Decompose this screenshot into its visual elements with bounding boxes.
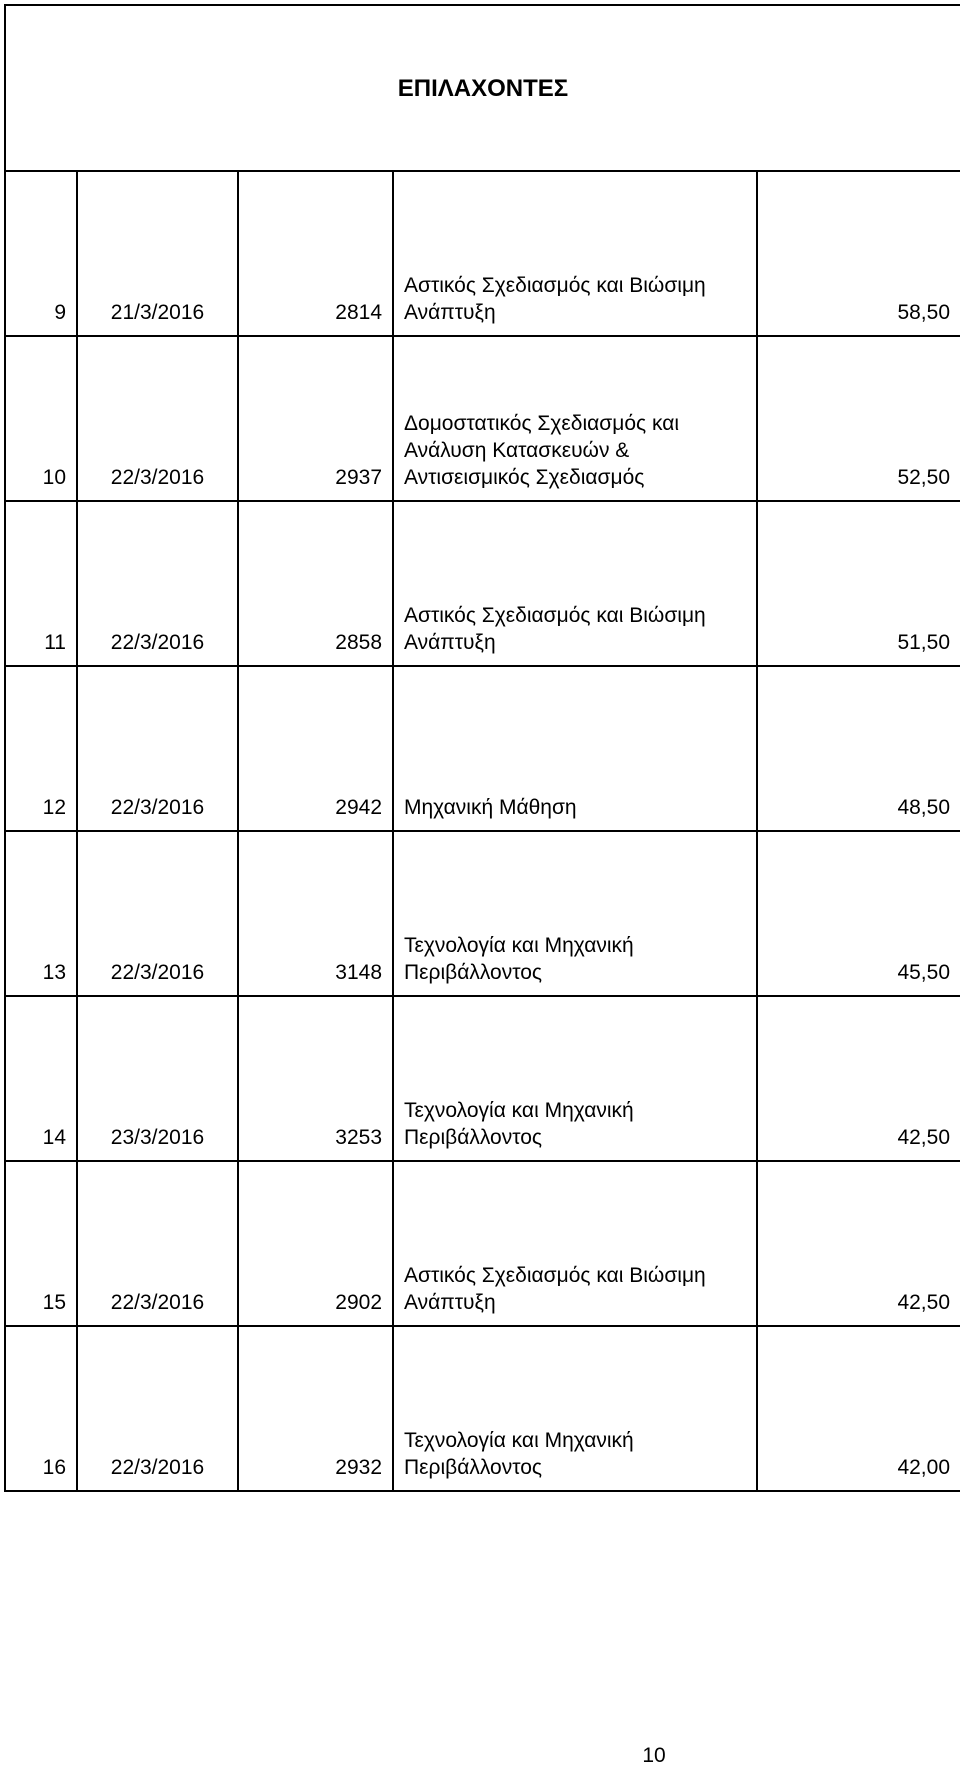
rank-cell: 11	[5, 501, 77, 666]
application-number-cell: 2814	[238, 171, 393, 336]
rank-cell: 15	[5, 1161, 77, 1326]
date-cell: 22/3/2016	[77, 336, 238, 501]
table-row	[5, 336, 960, 501]
specialization-cell	[393, 501, 757, 666]
date-cell: 21/3/2016	[77, 171, 238, 336]
specialization-line: Ανάλυση Κατασκευών &	[404, 439, 630, 462]
score-cell: 42,50	[757, 1161, 960, 1326]
score-cell: 58,50	[757, 171, 960, 336]
date-cell: 22/3/2016	[77, 666, 238, 831]
application-number-cell: 2902	[238, 1161, 393, 1326]
application-number-cell: 3253	[238, 996, 393, 1161]
specialization-line: Αντισεισμικός Σχεδιασμός	[404, 466, 645, 489]
table-row	[5, 501, 960, 666]
specialization-line: Μηχανική Μάθηση	[404, 796, 577, 819]
rank-cell: 13	[5, 831, 77, 996]
document-page	[4, 4, 960, 1767]
specialization-line: Περιβάλλοντος	[404, 1126, 543, 1149]
application-number-cell: 2858	[238, 501, 393, 666]
specialization-cell	[393, 666, 757, 831]
table-row	[5, 666, 960, 831]
table-row	[5, 1161, 960, 1326]
table-title: ΕΠΙΛΑΧΟΝΤΕΣ	[5, 5, 960, 171]
specialization-cell	[393, 1326, 757, 1491]
application-number-cell: 3148	[238, 831, 393, 996]
score-cell: 42,00	[757, 1326, 960, 1491]
date-cell: 22/3/2016	[77, 1326, 238, 1491]
specialization-cell	[393, 996, 757, 1161]
score-cell: 45,50	[757, 831, 960, 996]
score-cell: 42,50	[757, 996, 960, 1161]
specialization-line: Δομοστατικός Σχεδιασμός και	[404, 412, 680, 435]
application-number-cell: 2942	[238, 666, 393, 831]
specialization-line: Αστικός Σχεδιασμός και Βιώσιμη	[404, 604, 706, 627]
rank-cell: 14	[5, 996, 77, 1161]
specialization-cell	[393, 336, 757, 501]
application-number-cell: 2932	[238, 1326, 393, 1491]
specialization-line: Περιβάλλοντος	[404, 961, 543, 984]
date-cell: 22/3/2016	[77, 501, 238, 666]
table-row	[5, 996, 960, 1161]
specialization-line: Ανάπτυξη	[404, 631, 496, 654]
specialization-line: Τεχνολογία και Μηχανική	[404, 934, 634, 957]
specialization-line: Ανάπτυξη	[404, 1291, 496, 1314]
specialization-cell	[393, 171, 757, 336]
specialization-line: Τεχνολογία και Μηχανική	[404, 1429, 634, 1452]
score-cell: 52,50	[757, 336, 960, 501]
specialization-line: Περιβάλλοντος	[404, 1456, 543, 1479]
page-number: 10	[642, 1744, 666, 1767]
specialization-cell	[393, 1161, 757, 1326]
runners-up-table	[4, 4, 960, 1492]
specialization-line: Αστικός Σχεδιασμός και Βιώσιμη	[404, 274, 706, 297]
rank-cell: 12	[5, 666, 77, 831]
rank-cell: 16	[5, 1326, 77, 1491]
specialization-line: Αστικός Σχεδιασμός και Βιώσιμη	[404, 1264, 706, 1287]
date-cell: 22/3/2016	[77, 831, 238, 996]
specialization-line: Ανάπτυξη	[404, 301, 496, 324]
score-cell: 48,50	[757, 666, 960, 831]
score-cell: 51,50	[757, 501, 960, 666]
table-row	[5, 831, 960, 996]
table-row	[5, 171, 960, 336]
application-number-cell: 2937	[238, 336, 393, 501]
table-title-row	[5, 5, 960, 171]
specialization-line: Τεχνολογία και Μηχανική	[404, 1099, 634, 1122]
date-cell: 22/3/2016	[77, 1161, 238, 1326]
date-cell: 23/3/2016	[77, 996, 238, 1161]
rank-cell: 10	[5, 336, 77, 501]
specialization-cell	[393, 831, 757, 996]
table-row	[5, 1326, 960, 1491]
rank-cell: 9	[5, 171, 77, 336]
